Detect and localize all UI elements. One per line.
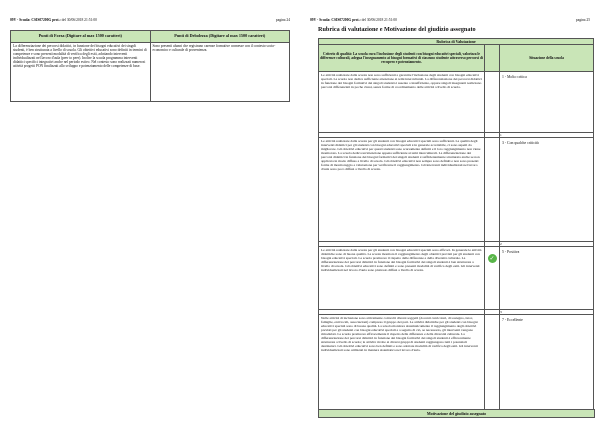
- level-number: 2: [500, 242, 594, 247]
- header-rest: del 30/06/2018 21:51:00: [61, 18, 97, 22]
- level-number: 3: [500, 310, 594, 315]
- blank-header: [485, 45, 500, 72]
- section-title: Rubrica di valutazione e Motivazione del giudizio assegnato: [318, 26, 476, 33]
- rubric-band-label: Rubrica di Valutazione: [319, 39, 594, 45]
- page-number: pagina 24: [275, 18, 290, 22]
- level-name-cell: [500, 247, 594, 310]
- level-selector[interactable]: [485, 247, 500, 310]
- strengths-header: Punti di Forza (Digitare al max 1500 caratteri): [11, 31, 151, 43]
- level-name: 1 - Molto critica: [502, 75, 527, 79]
- level-number: 1: [500, 133, 594, 138]
- level-description: Le attività realizzate dalla scuola non sono sufficienti a garantire l'inclusione degli studenti con bisogni educativi speciali. La scuola non dedica sufficiente attenzione ai temi interculturali. La differenziazione dei percorsi didattici in funzione dei bisogni formativi dei singoli studenti è assente o insufficiente, oppure singoli insegnanti realizzano percorsi differenziati in poche classi, senza forme di coordinamento delle attività a livello di scuola.: [319, 72, 485, 133]
- header-id: 09V - Scuola: CSIS07200G prot.:: [310, 18, 361, 22]
- level-name-cell: [500, 72, 594, 133]
- strengths-cell: La differenziazione dei percorsi didattici, in funzione dei bisogni educativi dei singoli studenti, è ben strutturata a livello di scuola. Gli obiettivi educativi sono definiti in termini di competenze e sono presenti modalità di verifica degli esiti, adottando interventi individualizzati nel lavoro d'aula (peer to peer). Inoltre la scuola programma interventi didattici specifici integrativi anche nel periodo estivo. Nel contesto sono realizzati numerosi attività progetti PON finalizzati allo sviluppo e potenziamento delle competenze di base.: [11, 43, 151, 102]
- level-name-cell: [500, 315, 594, 414]
- level-name-cell: [500, 138, 594, 242]
- level-selector[interactable]: [485, 72, 500, 133]
- header-id: 09V - Scuola: CSIS07200G prot.:: [10, 18, 61, 22]
- level-selector[interactable]: [485, 138, 500, 242]
- level-description: Nelle attività di inclusione sono attivamente coinvolti diversi soggetti (docenti curricolari, di sostegno, tutor, famiglie, enti locali, associazioni) compreso il gruppo dei pari. Le attività didattiche per gli studenti con bisogni educativi speciali sono di buona qualità. La scuola monitora sistematicamente il raggiungimento degli obiettivi previsti per gli studenti con bisogni educativi speciali e a seguito di ciò, se necessario, gli interventi vengono rimodulati. La scuola promuove efficacemente il rispetto delle differenze e della diversità culturale. La differenziazione dei percorsi didattici in funzione dei bisogni formativi dei singoli studenti è efficacemente strutturata a livello di scuola; le attività rivolte ai diversi gruppi di studenti raggiungono tutti i potenziali destinatari. Gli obiettivi educativi sono ben definiti e sono adottate modalità di verifica degli esiti. Gli interventi individualizzati sono utilizzati in maniera sistematica nel lavoro d'aula.: [319, 315, 485, 414]
- motivation-header: Motivazione del giudizio assegnato: [318, 409, 595, 418]
- right-page: [300, 0, 600, 424]
- weaknesses-cell: Sono presenti alunni che registrano carenze formative connesse con il contesto socio-economico e culturale di provenienza.: [150, 43, 290, 102]
- level-description: Le attività realizzate dalla scuola per gli studenti con bisogni educativi speciali sono efficaci. In generale le attività didattiche sono di buona qualità. La scuola monitora il raggiungimento degli obiettivi previsti per gli studenti con bisogni educativi speciali. La scuola promuove il rispetto delle differenze e della diversità culturale. La differenziazione dei percorsi didattici in funzione dei bisogni formativi dei singoli studenti è ben strutturata a livello di scuola. Gli obiettivi educativi sono definiti e sono presenti modalità di verifica degli esiti. Gli interventi individualizzati nel lavoro d'aula sono piuttosto diffusi a livello di scuola.: [319, 247, 485, 310]
- rubric-table: [318, 38, 594, 414]
- selected-check-icon: [488, 254, 497, 263]
- level-description: Le attività realizzate dalla scuola per gli studenti con bisogni educativi speciali sono sufficienti. La qualità degli interventi didattici per gli studenti con bisogni educativi speciali è in generale accettabile, ci sono aspetti da migliorare. Gli obiettivi educativi per questi studenti sono scarsamente definiti e il loro raggiungimento non viene monitorato. La scuola dedica un'attenzione appena sufficiente ai temi interculturali. La differenziazione dei percorsi didattici in funzione dei bisogni formativi dei singoli studenti è sufficientemente strutturata anche se non applicata in modo diffuso a livello di scuola. Gli obiettivi educativi non sempre sono definiti e non sono presenti forme di monitoraggio e valutazione per verificarne il raggiungimento. Gli interventi individualizzati nel lavoro d'aula sono poco diffusi a livello di scuola.: [319, 138, 485, 242]
- level-selector[interactable]: [485, 315, 500, 414]
- situation-header: Situazione della scuola: [500, 45, 594, 72]
- level-name: 5 - Positiva: [502, 250, 520, 254]
- strengths-weaknesses-table: [10, 30, 290, 102]
- level-name: 7 - Eccellente: [502, 318, 523, 322]
- header-rest: del 30/06/2018 21:51:00: [361, 18, 397, 22]
- page-header: [310, 18, 590, 22]
- criteria-header: Criterio di qualità: La scuola cura l'inclusione degli studenti con bisogni educativi speciali, valorizza le differenze culturali, adegua l'insegnamento ai bisogni formativi di ciascuno studente attraverso percorsi di recupero e potenziamento.: [319, 45, 485, 72]
- weaknesses-header: Punti di Debolezza (Digitare al max 1500 caratteri): [150, 31, 290, 43]
- page-number: pagina 25: [575, 18, 590, 22]
- page-header: [10, 18, 290, 22]
- level-name: 3 - Con qualche criticità: [502, 141, 539, 145]
